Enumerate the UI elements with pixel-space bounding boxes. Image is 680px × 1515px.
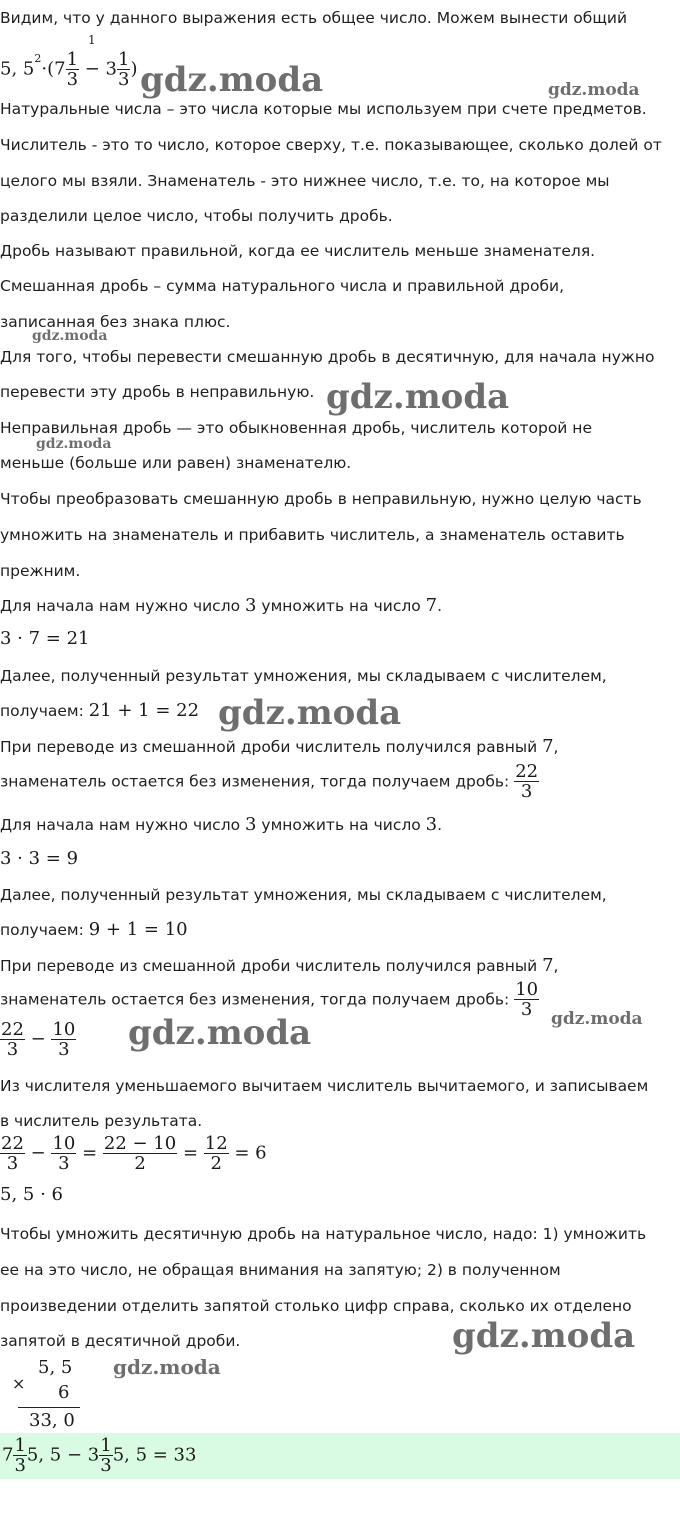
text-line: Чтобы умножить десятичную дробь на натуральное число, надо: 1) умножить xyxy=(0,1225,647,1243)
text-line: в числитель результата. xyxy=(0,1112,203,1130)
math-term: 3 xyxy=(245,595,257,616)
text-line: разделили целое число, чтобы получить дробь. xyxy=(0,207,393,225)
math-line: $\frac{22}{3}$ − $\frac{10}{3}$ = $\frac{22 - 10}{2}$ = $\frac{12}{2}$ = 6 xyxy=(1,1133,267,1174)
fraction: $\frac{12}{2}$ xyxy=(204,1133,228,1174)
fraction: $\frac{10}{3}$ xyxy=(515,979,539,1020)
fraction: $\frac{1}{3}$ xyxy=(66,49,79,90)
fraction: $\frac{10}{3}$ xyxy=(52,1019,76,1060)
math-line: 5, 5 · 6 xyxy=(0,1184,63,1205)
fraction: $\frac{22}{3}$ xyxy=(1,1133,24,1174)
text-line: При переводе из смешанной дроби числитель получился равный 7, xyxy=(0,736,559,757)
watermark: gdz.moda xyxy=(551,1009,643,1029)
exponent: 1 xyxy=(88,33,96,47)
text-line: перевести эту дробь в неправильную. xyxy=(0,383,315,401)
watermark: gdz.moda xyxy=(452,1316,636,1356)
text-line: Числитель - это то число, которое сверху, т.е. показывающее, сколько долей от xyxy=(0,136,662,154)
product: 33, 0 xyxy=(29,1410,75,1431)
fraction: $\frac{22 - 10}{2}$ xyxy=(103,1133,177,1174)
text-line: записанная без знака плюс. xyxy=(0,313,231,331)
text-line: Для начала нам нужно число 3 умножить на число 7. xyxy=(0,595,443,616)
watermark: gdz.moda xyxy=(32,328,108,344)
fraction: $\frac{1}{3}$ xyxy=(14,1435,26,1476)
text-line: Для начала нам нужно число 3 умножить на число 3. xyxy=(0,814,443,835)
text-line: Дробь называют правильной, когда ее числитель меньше знаменателя. xyxy=(0,242,596,260)
text-line: знаменатель остается без изменения, тогда получаем дробь: $\frac{22}{3}$ xyxy=(0,761,539,802)
text-line: запятой в десятичной дроби. xyxy=(0,1332,241,1350)
fraction: $\frac{1}{3}$ xyxy=(118,49,130,90)
text-line: Натуральные числа – это числа которые мы используем при счете предметов. xyxy=(0,100,647,118)
watermark: gdz.moda xyxy=(128,1013,312,1053)
text-line: получаем: 9 + 1 = 10 xyxy=(0,919,188,940)
math-line xyxy=(0,50,137,89)
math-term: − 3 xyxy=(79,58,117,80)
text-line: знаменатель остается без изменения, тогда получаем дробь: $\frac{10}{3}$ xyxy=(0,979,539,1020)
math-line: 3 · 7 = 21 xyxy=(0,628,90,649)
math-term: 7 xyxy=(542,736,554,757)
math-term: 7 xyxy=(542,955,554,976)
text-line: Из числителя уменьшаемого вычитаем числитель вычитаемого, и записываем xyxy=(0,1077,649,1095)
watermark: gdz.moda xyxy=(548,80,640,100)
exponent: 2 xyxy=(34,51,42,65)
multiply-sign: × xyxy=(12,1374,26,1393)
multiplicand: 5, 5 xyxy=(38,1357,73,1378)
divider xyxy=(18,1407,80,1408)
text-line: Чтобы преобразовать смешанную дробь в неправильную, нужно целую часть xyxy=(0,490,642,508)
watermark: gdz.moda xyxy=(36,436,112,452)
text-line: ее на это число, не обращая внимания на запятую; 2) в полученном xyxy=(0,1261,561,1279)
text-line: произведении отделить запятой столько цифр справа, сколько их отделено xyxy=(0,1297,632,1315)
text-line: Смешанная дробь – сумма натурального числа и правильной дроби, xyxy=(0,277,565,295)
math-line: $\frac{22}{3}$ − $\frac{10}{3}$ xyxy=(1,1019,76,1060)
fraction: $\frac{22}{3}$ xyxy=(1,1019,24,1060)
fraction: $\frac{1}{3}$ xyxy=(100,1435,112,1476)
watermark: gdz.moda xyxy=(113,1355,221,1379)
math-term: ) xyxy=(130,58,138,80)
math-term: 7 xyxy=(425,595,438,616)
text-line: При переводе из смешанной дроби числитель получился равный 7, xyxy=(0,955,559,976)
math-term: 21 + 1 = 22 xyxy=(88,700,200,721)
multiplier: 6 xyxy=(58,1382,70,1403)
fraction: $\frac{10}{3}$ xyxy=(52,1133,76,1174)
text-line: Далее, полученный результат умножения, мы складываем с числителем, xyxy=(0,886,607,904)
fraction: $\frac{22}{3}$ xyxy=(515,761,539,802)
math-line: 3 · 3 = 9 xyxy=(0,848,79,869)
text-line: прежним. xyxy=(0,562,81,580)
text-line: Видим, что у данного выражения есть общее число. Можем вынести общий xyxy=(0,9,628,27)
watermark: gdz.moda xyxy=(326,377,510,417)
math-term: 3 xyxy=(245,814,257,835)
watermark: gdz.moda xyxy=(140,60,324,100)
math-term: ·(7 xyxy=(41,58,66,80)
watermark: gdz.moda xyxy=(218,693,402,733)
text-line: меньше (больше или равен) знаменателю. xyxy=(0,454,352,472)
text-line: целого мы взяли. Знаменатель - это нижнее число, т.е. то, на которое мы xyxy=(0,172,610,190)
final-answer: 7 $\frac{1}{3}$ 5, 5 − 3 $\frac{1}{3}$ 5, 5 = 33 xyxy=(2,1435,197,1476)
text-line: Для того, чтобы перевести смешанную дробь в десятичную, для начала нужно xyxy=(0,348,655,366)
math-term: 9 + 1 = 10 xyxy=(88,919,188,940)
text-line: Неправильная дробь — это обыкновенная дробь, числитель которой не xyxy=(0,419,592,437)
math-term: 5, 5 xyxy=(0,58,35,80)
math-term: 3 xyxy=(425,814,438,835)
text-line: Далее, полученный результат умножения, мы складываем с числителем, xyxy=(0,667,607,685)
text-line: получаем: 21 + 1 = 22 xyxy=(0,700,200,721)
text-line: умножить на знаменатель и прибавить числитель, а знаменатель оставить xyxy=(0,526,625,544)
